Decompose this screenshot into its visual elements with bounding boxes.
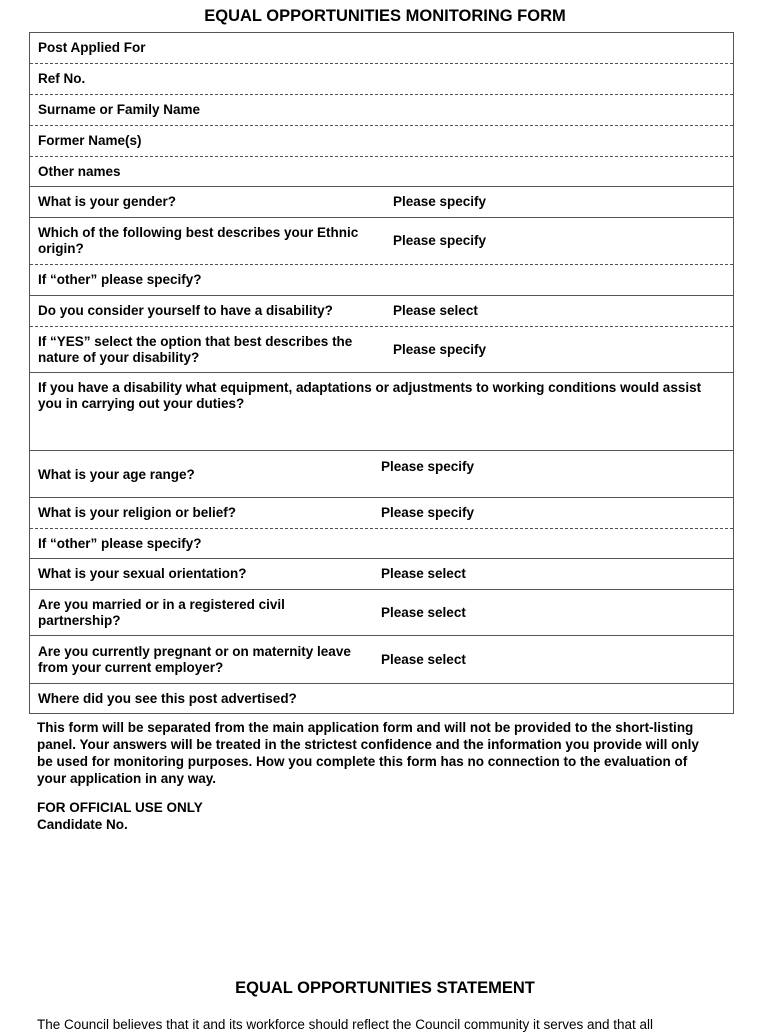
disability-row <box>30 296 733 327</box>
religion-other-row[interactable] <box>30 529 733 559</box>
advertised-label: Where did you see this post advertised? <box>38 690 297 706</box>
marital-status-select[interactable]: Please select <box>381 604 466 620</box>
gender-row <box>30 187 733 218</box>
ethnic-origin-row <box>30 218 733 265</box>
religion-select[interactable]: Please specify <box>381 505 475 520</box>
gender-select[interactable]: Please specify <box>393 194 487 209</box>
sexual-orientation-select[interactable]: Please select <box>381 566 466 581</box>
former-names-label: Former Name(s) <box>38 133 142 148</box>
ethnic-origin-label: Which of the following best describes your Ethnic origin? <box>38 225 359 256</box>
gender-label: What is your gender? <box>38 194 177 209</box>
adjustments-label: If you have a disability what equipment, adaptations or adjustments to working conditions would assist you in carrying out your duties? <box>38 380 702 411</box>
statement-text: The Council believes that it and its workforce should reflect the Council community it serves and that all <box>37 1017 654 1032</box>
monitoring-form-table <box>29 32 734 714</box>
candidate-no-label: Candidate No. <box>37 817 128 832</box>
religion-other-label: If “other” please specify? <box>38 535 202 551</box>
confidentiality-note: This form will be separated from the main application form and will not be provided to the short-listing panel. Your answers will be treated in the strictest confidence and the information you provide will only be used for monitoring purposes. How you complete this form has no connection to the evaluation of your application in any way. <box>37 720 699 786</box>
disability-nature-select[interactable]: Please specify <box>393 341 487 357</box>
surname-row[interactable] <box>30 95 733 126</box>
age-range-label: What is your age range? <box>38 467 195 482</box>
ref-no-label: Ref No. <box>38 71 86 86</box>
former-names-row[interactable] <box>30 126 733 157</box>
sexual-orientation-row <box>30 559 733 590</box>
pregnancy-row <box>30 636 733 684</box>
religion-row <box>30 498 733 529</box>
surname-label: Surname or Family Name <box>38 102 201 117</box>
disability-nature-label: If “YES” select the option that best describes the nature of your disability? <box>38 333 353 365</box>
other-names-row[interactable] <box>30 157 733 187</box>
age-range-row <box>30 451 733 498</box>
marital-status-label: Are you married or in a registered civil partnership? <box>38 596 285 628</box>
disability-select[interactable]: Please select <box>393 303 478 318</box>
advertised-row[interactable] <box>30 684 733 714</box>
post-applied-row[interactable] <box>30 33 733 64</box>
marital-status-row <box>30 590 733 636</box>
form-title: EQUAL OPPORTUNITIES MONITORING FORM <box>204 7 566 25</box>
religion-label: What is your religion or belief? <box>38 505 237 520</box>
post-applied-label: Post Applied For <box>38 40 146 55</box>
other-names-label: Other names <box>38 163 121 179</box>
sexual-orientation-label: What is your sexual orientation? <box>38 566 247 581</box>
ref-no-row[interactable] <box>30 64 733 95</box>
disability-label: Do you consider yourself to have a disability? <box>38 303 333 318</box>
official-use-heading: FOR OFFICIAL USE ONLY <box>37 800 203 815</box>
disability-nature-row <box>30 327 733 373</box>
ethnic-origin-select[interactable]: Please specify <box>393 233 487 248</box>
statement-title: EQUAL OPPORTUNITIES STATEMENT <box>235 979 535 997</box>
age-range-select[interactable]: Please specify <box>381 459 475 474</box>
pregnancy-label: Are you currently pregnant or on maternity leave from your current employer? <box>38 643 351 675</box>
adjustments-row[interactable] <box>30 373 733 451</box>
ethnic-other-label: If “other” please specify? <box>38 272 202 287</box>
ethnic-other-row[interactable] <box>30 265 733 296</box>
pregnancy-select[interactable]: Please select <box>381 651 466 667</box>
